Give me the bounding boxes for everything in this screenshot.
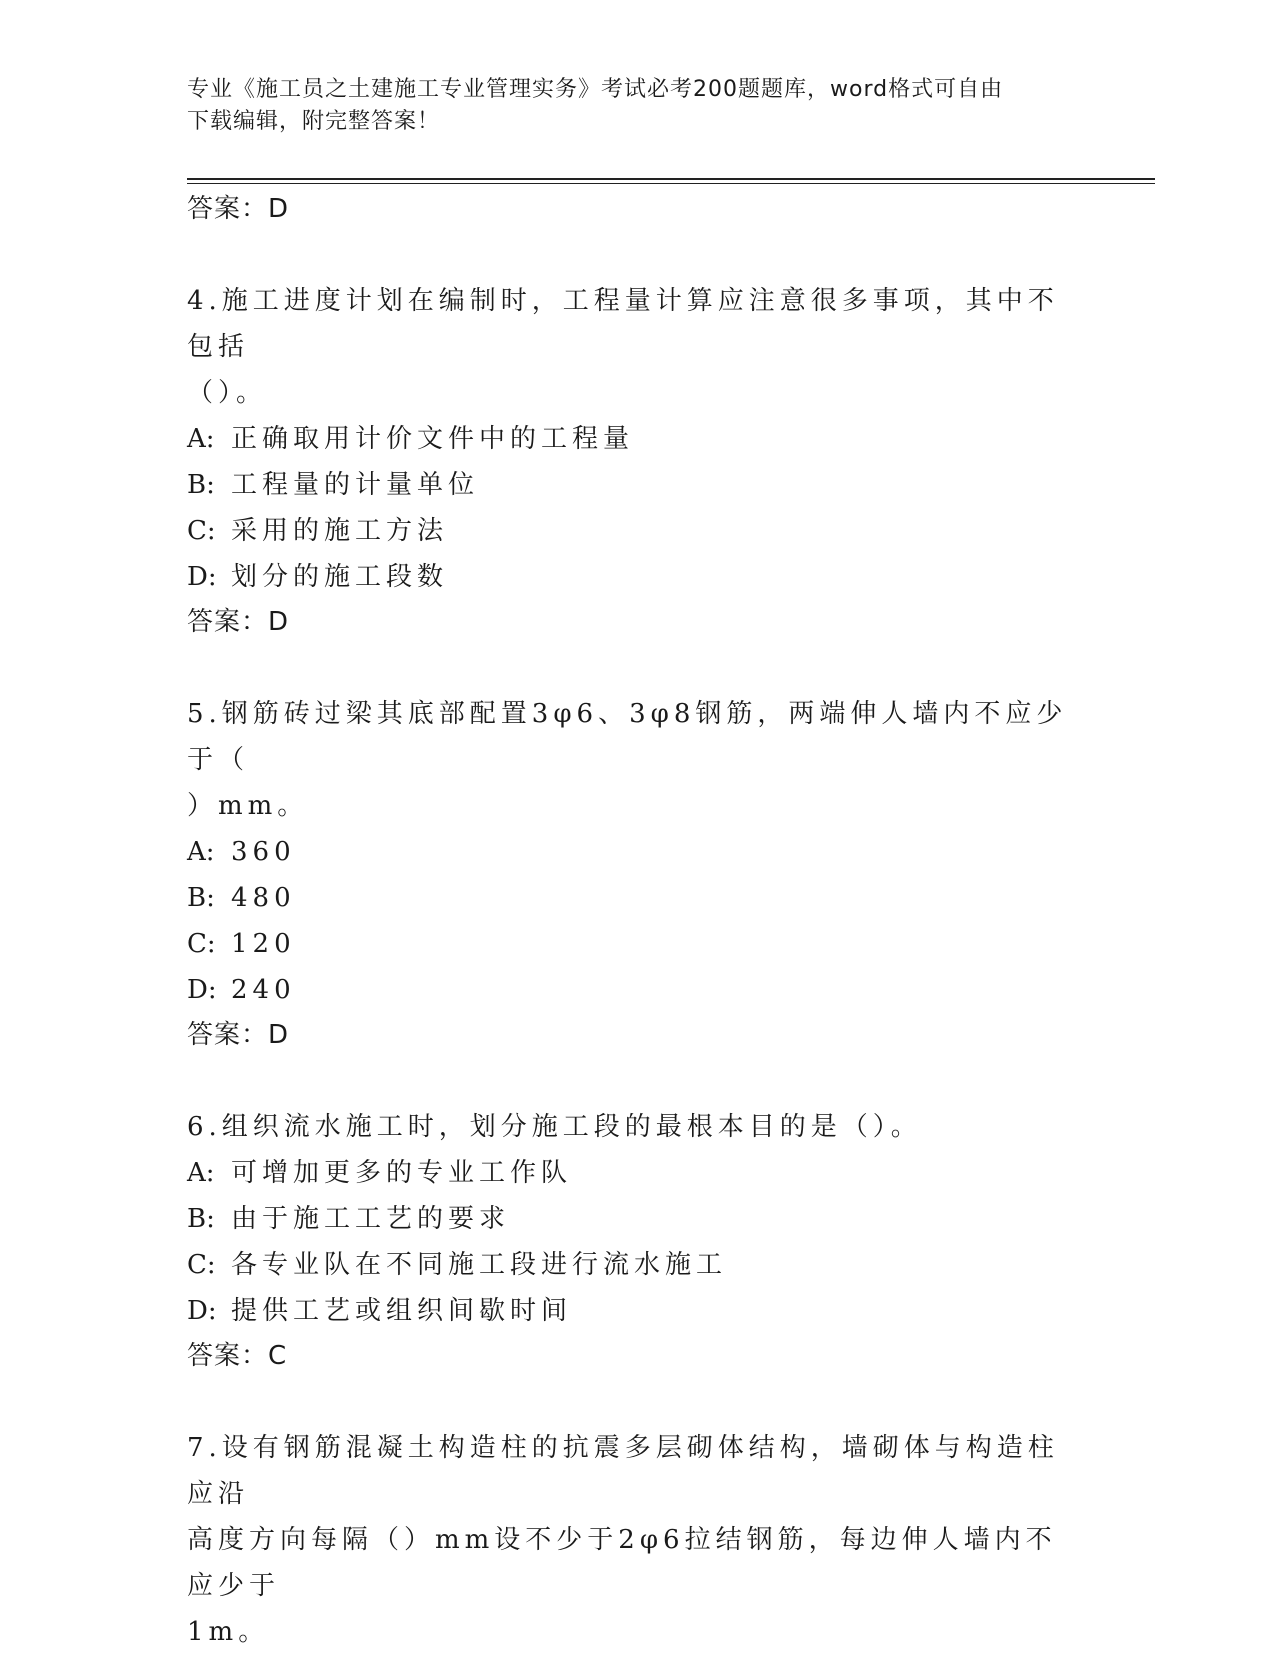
option-label: A: bbox=[187, 1158, 215, 1188]
option-b bbox=[187, 1196, 1087, 1242]
option-label: C: bbox=[187, 929, 216, 959]
option-text: 360 bbox=[231, 837, 296, 867]
option-d bbox=[187, 1288, 1087, 1334]
option-text: 划分的施工段数 bbox=[231, 562, 449, 592]
option-d bbox=[187, 967, 1087, 1013]
answer-line: 答案：D bbox=[187, 194, 290, 224]
question-block bbox=[187, 691, 1087, 1058]
option-label: D: bbox=[187, 975, 217, 1005]
header-divider-thin bbox=[187, 183, 1155, 184]
question-text: 5.钢筋砖过梁其底部配置3φ6、3φ8钢筋，两端伸人墙内不应少于（ bbox=[187, 699, 1068, 775]
spacer bbox=[187, 232, 1087, 278]
option-text: 采用的施工方法 bbox=[231, 516, 449, 546]
option-text: 可增加更多的专业工作队 bbox=[231, 1158, 573, 1188]
answer-line: 答案：C bbox=[187, 1341, 288, 1371]
answer-line: 答案：D bbox=[187, 607, 290, 637]
option-d bbox=[187, 554, 1087, 600]
spacer bbox=[187, 1379, 1087, 1425]
option-c bbox=[187, 1242, 1087, 1288]
document-header bbox=[187, 74, 1087, 138]
option-label: C: bbox=[187, 516, 216, 546]
option-a bbox=[187, 829, 1087, 875]
option-label: B: bbox=[187, 470, 215, 500]
option-text: 240 bbox=[231, 975, 296, 1005]
option-label: A: bbox=[187, 837, 215, 867]
question-text-continued: （）。 bbox=[187, 378, 268, 408]
question-text: 7.设有钢筋混凝土构造柱的抗震多层砌体结构，墙砌体与构造柱应沿 bbox=[187, 1433, 1059, 1509]
option-a bbox=[187, 1150, 1087, 1196]
option-label: A: bbox=[187, 424, 215, 454]
option-label: C: bbox=[187, 1250, 216, 1280]
question-text: 4.施工进度计划在编制时，工程量计算应注意很多事项，其中不包括 bbox=[187, 286, 1059, 362]
question-block bbox=[187, 1425, 1087, 1655]
option-label: D: bbox=[187, 1296, 217, 1326]
question-block bbox=[187, 1104, 1087, 1379]
option-text: 提供工艺或组织间歇时间 bbox=[231, 1296, 573, 1326]
option-text: 480 bbox=[231, 883, 296, 913]
option-b bbox=[187, 875, 1087, 921]
option-a bbox=[187, 416, 1087, 462]
option-b bbox=[187, 462, 1087, 508]
header-line-1: 专业《施工员之土建施工专业管理实务》考试必考200题题库，word格式可自由 bbox=[187, 77, 1004, 102]
option-c bbox=[187, 508, 1087, 554]
answer-line: 答案：D bbox=[187, 1020, 290, 1050]
question-block bbox=[187, 278, 1087, 645]
option-text: 正确取用计价文件中的工程量 bbox=[231, 424, 635, 454]
header-line-2: 下载编辑，附完整答案！ bbox=[187, 109, 441, 134]
question-text-continued: 高度方向每隔（）mm设不少于2φ6拉结钢筋，每边伸人墙内不应少于 bbox=[187, 1525, 1057, 1601]
question-text: 6.组织流水施工时，划分施工段的最根本目的是（）。 bbox=[187, 1112, 922, 1142]
document-body bbox=[187, 187, 1087, 1655]
option-label: B: bbox=[187, 1204, 215, 1234]
option-label: B: bbox=[187, 883, 215, 913]
header-divider-thick bbox=[187, 178, 1155, 180]
option-text: 工程量的计量单位 bbox=[231, 470, 480, 500]
question-text-continued: ）mm。 bbox=[187, 791, 309, 821]
option-text: 120 bbox=[231, 929, 296, 959]
option-text: 各专业队在不同施工段进行流水施工 bbox=[231, 1250, 728, 1280]
spacer bbox=[187, 645, 1087, 691]
spacer bbox=[187, 1058, 1087, 1104]
option-label: D: bbox=[187, 562, 217, 592]
option-c bbox=[187, 921, 1087, 967]
option-text: 由于施工工艺的要求 bbox=[231, 1204, 511, 1234]
question-text-continued: 1m。 bbox=[187, 1617, 270, 1647]
